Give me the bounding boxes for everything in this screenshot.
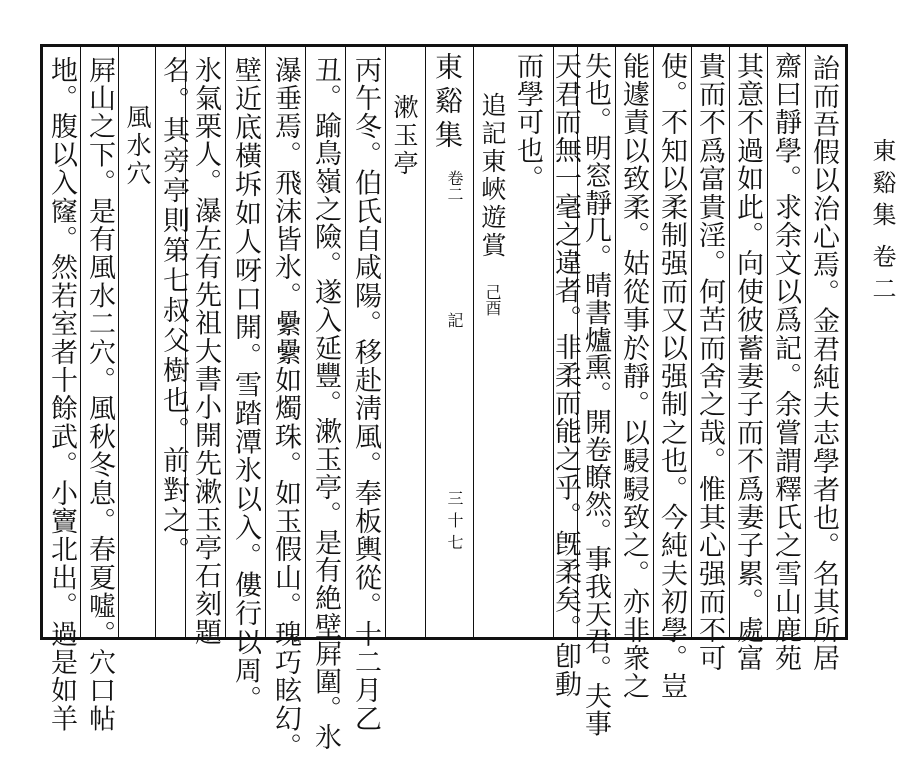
text-column: 而學可也。 — [512, 52, 543, 193]
text-column: 屛山之下。是有風水二穴。風秋冬息。春夏噓。穴口帖 — [84, 56, 115, 733]
center-divider — [425, 46, 426, 638]
section-heading: 漱玉亭 — [390, 94, 419, 178]
text-column: 丙午冬。伯氏自咸陽。移赴淸風。奉板輿從。十二月乙 — [350, 56, 381, 733]
text-column: 齋曰靜學。求余文以爲記。余嘗謂釋氏之雪山鹿苑 — [770, 52, 801, 673]
column-divider — [805, 46, 806, 638]
right-border — [845, 44, 848, 640]
text-column: 壁近底橫坼如人呀口開。雪踏潭氷以入。僂行以周。 — [230, 56, 261, 714]
text-column: 貴而不爲富貴淫。何苦而舍之哉。惟其心强而不可 — [694, 52, 725, 673]
center-volume: 卷二 — [445, 170, 464, 202]
column-divider — [385, 46, 386, 638]
column-divider — [265, 46, 266, 638]
column-divider — [691, 46, 692, 638]
column-divider — [767, 46, 768, 638]
center-divider — [473, 46, 474, 638]
text-column: 天君而無一毫之違者。非柔而能之乎。旣柔矣。卽動 — [550, 52, 581, 699]
text-column: 其意不過如此。向使彼蓄妻子而不爲妻子累。處富 — [732, 52, 763, 673]
text-column: 名。其旁亭則第七叔父樹也。前對之。 — [158, 56, 189, 566]
text-column: 地。腹以入窿。然若室者十餘武。小竇北出。過是如羊 — [46, 56, 77, 733]
top-border — [40, 44, 848, 47]
essay-title: 追記東峽遊賞 — [478, 92, 507, 260]
column-divider — [729, 46, 730, 638]
column-divider — [118, 46, 119, 638]
page-number: 三十七 — [445, 490, 464, 556]
text-column: 氷氣栗人。瀑左有先祖大書小開先漱玉亭石刻題 — [190, 56, 221, 647]
center-section: 記 — [445, 312, 464, 328]
section-heading: 風水穴 — [123, 104, 152, 188]
essay-year: 己酉 — [483, 284, 502, 316]
center-book-title: 東谿集 — [431, 52, 464, 154]
text-column: 詒而吾假以治心焉。金君純夫志學者也。名其所居 — [808, 54, 839, 673]
text-column: 使。不知以柔制强而又以强制之也。今純夫初學。豈 — [656, 52, 687, 701]
text-column: 丑。踰鳥嶺之險。遂入延豐。漱玉亭。是有絶壁屛圍。氷 — [310, 56, 341, 751]
text-column: 失也。明窓靜几。晴書爐熏。開卷瞭然。事我天君。夫事 — [580, 52, 611, 737]
left-border — [40, 44, 43, 640]
column-divider — [80, 46, 81, 638]
column-divider — [155, 46, 156, 638]
column-divider — [615, 46, 616, 638]
text-column: 能遽責以致柔。姑從事於靜。以駸駸致之。亦非衆之 — [618, 52, 649, 701]
column-divider — [225, 46, 226, 638]
column-divider — [305, 46, 306, 638]
column-divider — [653, 46, 654, 638]
column-divider — [345, 46, 346, 638]
side-header-volume: 卷二 — [868, 244, 896, 308]
side-header-title: 東谿集 — [868, 138, 896, 234]
bottom-border — [40, 637, 848, 640]
text-column: 瀑垂焉。飛沫皆氷。纍纍如燭珠。如玉假山。瑰巧眩幻。 — [270, 56, 301, 761]
